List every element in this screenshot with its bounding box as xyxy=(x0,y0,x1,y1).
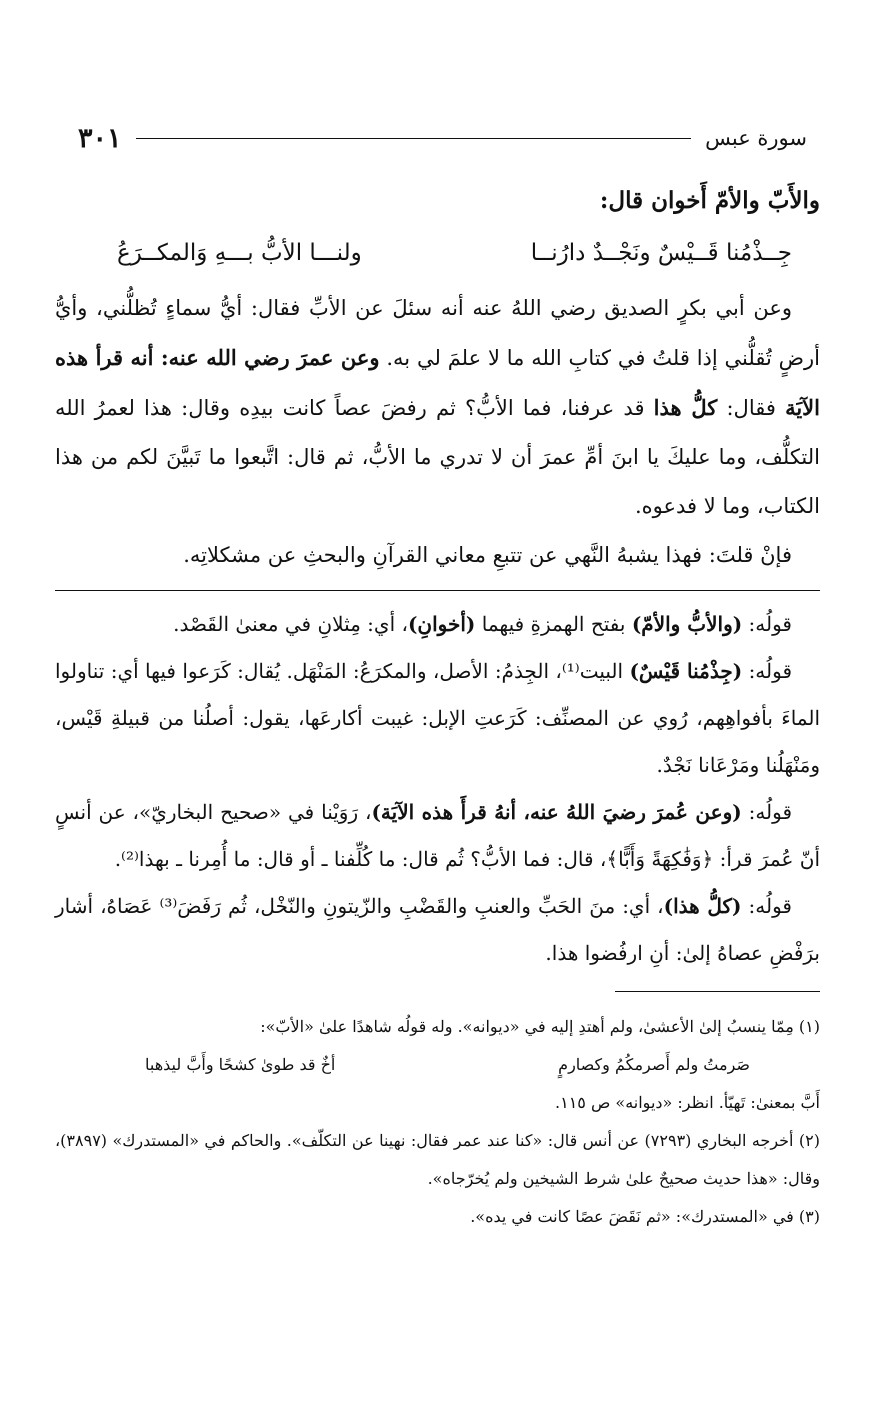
commentary-quote: (وعن عُمرَ رضيَ اللهُ عنه، أنهُ قرأَ هذه الآيَة) xyxy=(371,800,742,824)
footnote-1: (١) مِمّا ينسبُ إلىٰ الأعشىٰ، ولم أهتدِ إليه في «ديوانه». وله قولُه شاهدًا علىٰ «الأبّ»: xyxy=(260,1017,820,1036)
footnotes xyxy=(55,1008,820,1236)
commentary-lead: قولُه: xyxy=(748,800,793,824)
commentary-paragraph xyxy=(55,883,820,977)
commentary-text: بفتح الهمزةِ فيهما xyxy=(481,612,626,636)
section-divider xyxy=(55,590,820,591)
commentary-paragraph xyxy=(55,648,820,789)
verse-second-half: ولنـــا الأبُّ بـــهِ وَالمكــرَعُ xyxy=(117,240,362,266)
footnote-verse-second-half: أخٌ قد طوىٰ كشحًا وأَبَّ ليذهبا xyxy=(145,1055,336,1074)
verse-first-half: جِــذْمُنا قَــيْسٌ ونَجْــدٌ دارُنــا xyxy=(530,240,792,266)
footnote-rule xyxy=(615,991,820,992)
paragraph-bold-text: وعن عمرَ رضي الله عنه: أنه قرأ هذه الآيَة xyxy=(55,345,820,420)
commentary xyxy=(55,601,820,977)
main-heading: والأَبّ والأمّ أَخوان قال: xyxy=(599,187,820,214)
paragraph-bold-text: كلُّ هذا xyxy=(653,395,718,420)
footnote-2: (٢) أخرجه البخاري (٧٢٩٣) عن أنس قال: «كنا عند عمر فقال: نهينا عن التكلّف». والحاكم في «المستدرك» (٣٨٩٧)، وقال: «هذا حديث صحيحٌ علىٰ شرط الشيخين ولم يُخرّجاه». xyxy=(55,1131,820,1188)
commentary-text: ، أي: منَ الحَبِّ والعنبِ والقَضْبِ والزّيتونِ والنّخْل، ثُم رَفَضَ⁽³⁾ عَصَاهُ، أشار برَفْضِ عصاهُ إلىٰ: أنِ ارفُضوا هذا. xyxy=(55,894,820,965)
commentary-lead: قولُه: xyxy=(748,659,793,683)
paragraph-text: وعن أبي بكرٍ الصديق رضي اللهُ عنه أنه سئلَ عن الأبِّ فقال: أيُّ سماءٍ تُظلُّني، وأيُّ أرضٍ تُقلُّني إذا قلتُ في كتابِ الله ما لا علمَ لي به. xyxy=(55,296,821,370)
poetry-verse xyxy=(55,230,820,276)
commentary-quote: (جِذْمُنا قَيْسٌ) xyxy=(629,659,743,683)
footnote-verse-first-half: صَرمتُ ولم أَصرمكُمُ وكصارمٍ xyxy=(558,1055,750,1074)
commentary-text: البيت⁽¹⁾، الجِذمُ: الأصل، والمكرَعُ: المَنْهَل. يُقال: كَرَعوا فيها أي: تناولوا الماءَ بأفواهِهم، رُوي عن المصنِّف: كَرَعتِ الإبل: غيبت أكارعَها، يقول: أصلُنا من قبيلةِ قَيْس، ومَنْهَلُنا ومَرْعَانا نَجْدٌ. xyxy=(55,659,821,777)
commentary-paragraph xyxy=(55,601,820,648)
page-number: ٣٠١ xyxy=(78,122,122,154)
header-rule xyxy=(136,138,692,139)
footnote-1-end: أَبَّ بمعنىٰ: تَهيّأ. انظر: «ديوانه» ص ١١٥. xyxy=(555,1093,820,1112)
running-header xyxy=(78,118,807,158)
commentary-lead: قولُه: xyxy=(748,612,792,636)
commentary-quote: (أخوانِ) xyxy=(407,612,476,636)
footnote-verse xyxy=(55,1046,820,1084)
commentary-text: ، أي: مِثلانِ في معنىٰ القَصْد. xyxy=(173,612,408,636)
main-paragraph xyxy=(55,284,820,531)
footnote-3: (٣) في «المستدرك»: «ثم نَقَضَ عصًا كانت في يده». xyxy=(470,1207,820,1226)
paragraph-text: قد عرفنا، فما الأبُّ؟ ثم رفضَ عصاً كانت بيدِه وقال: هذا لعمرُ الله التكلُّف، وما عليكَ يا ابنَ أمِّ عمرَ أن لا تدري ما الأبُّ، ثم قال: اتَّبعوا ما تَبيَّنَ لكم من هذا الكتاب، وما لا فدعوه. xyxy=(55,396,820,518)
surah-title: سورة عبس xyxy=(705,126,807,150)
question-paragraph: فإنْ قلتَ: فهذا يشبهُ النَّهي عن تتبعِ معاني القرآنِ والبحثِ عن مشكلاتِه. xyxy=(183,543,792,567)
commentary-paragraph xyxy=(55,789,820,883)
commentary-quote: (كلُّ هذا) xyxy=(663,894,742,918)
commentary-text: ، رَوَيْنا في «صحيح البخاريّ»، عن أنسٍ أنّ عُمرَ قرأ: ﴿وَفَٰكِهَةً وَأَبًّا﴾، قال: فما الأبُّ؟ ثُم قال: ما كُلِّفنا ـ أو قال: ما أُمِرنا ـ بهذا⁽²⁾. xyxy=(55,800,820,871)
main-text xyxy=(55,178,820,1236)
commentary-lead: قولُه: xyxy=(748,894,792,918)
commentary-quote: (والأبُّ والأمّ) xyxy=(631,612,743,636)
paragraph-text: فقال: xyxy=(726,396,776,420)
